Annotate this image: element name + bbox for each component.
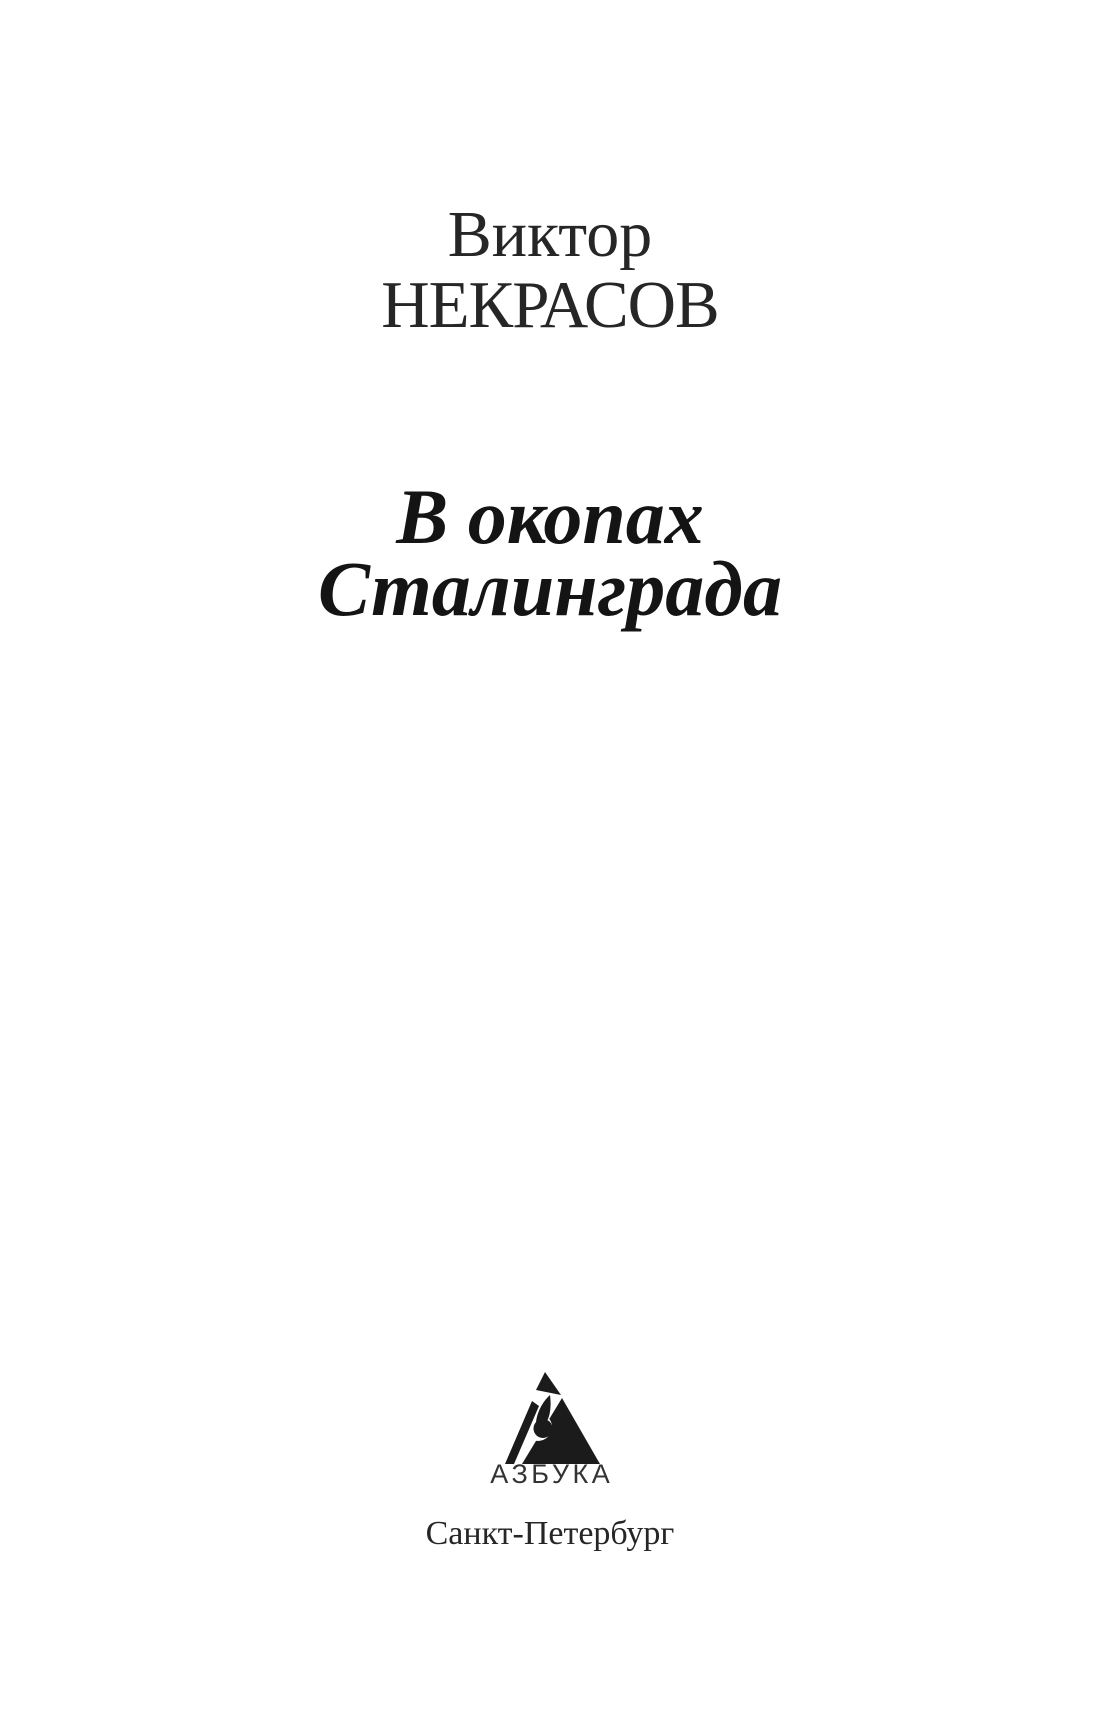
author-name: [0, 199, 1100, 341]
author-last-name: НЕКРАСОВ: [381, 268, 719, 342]
page-title: [0, 473, 1100, 632]
author-first-name: Виктор: [447, 198, 653, 271]
book-title-line-2: Сталинграда: [317, 545, 782, 632]
publisher-city: Санкт-Петербург: [425, 1515, 675, 1552]
book-title-line-1: В окопах: [396, 473, 704, 560]
publisher-name: АЗБУКА: [490, 1459, 614, 1489]
publisher-logo-icon: [505, 1369, 605, 1469]
